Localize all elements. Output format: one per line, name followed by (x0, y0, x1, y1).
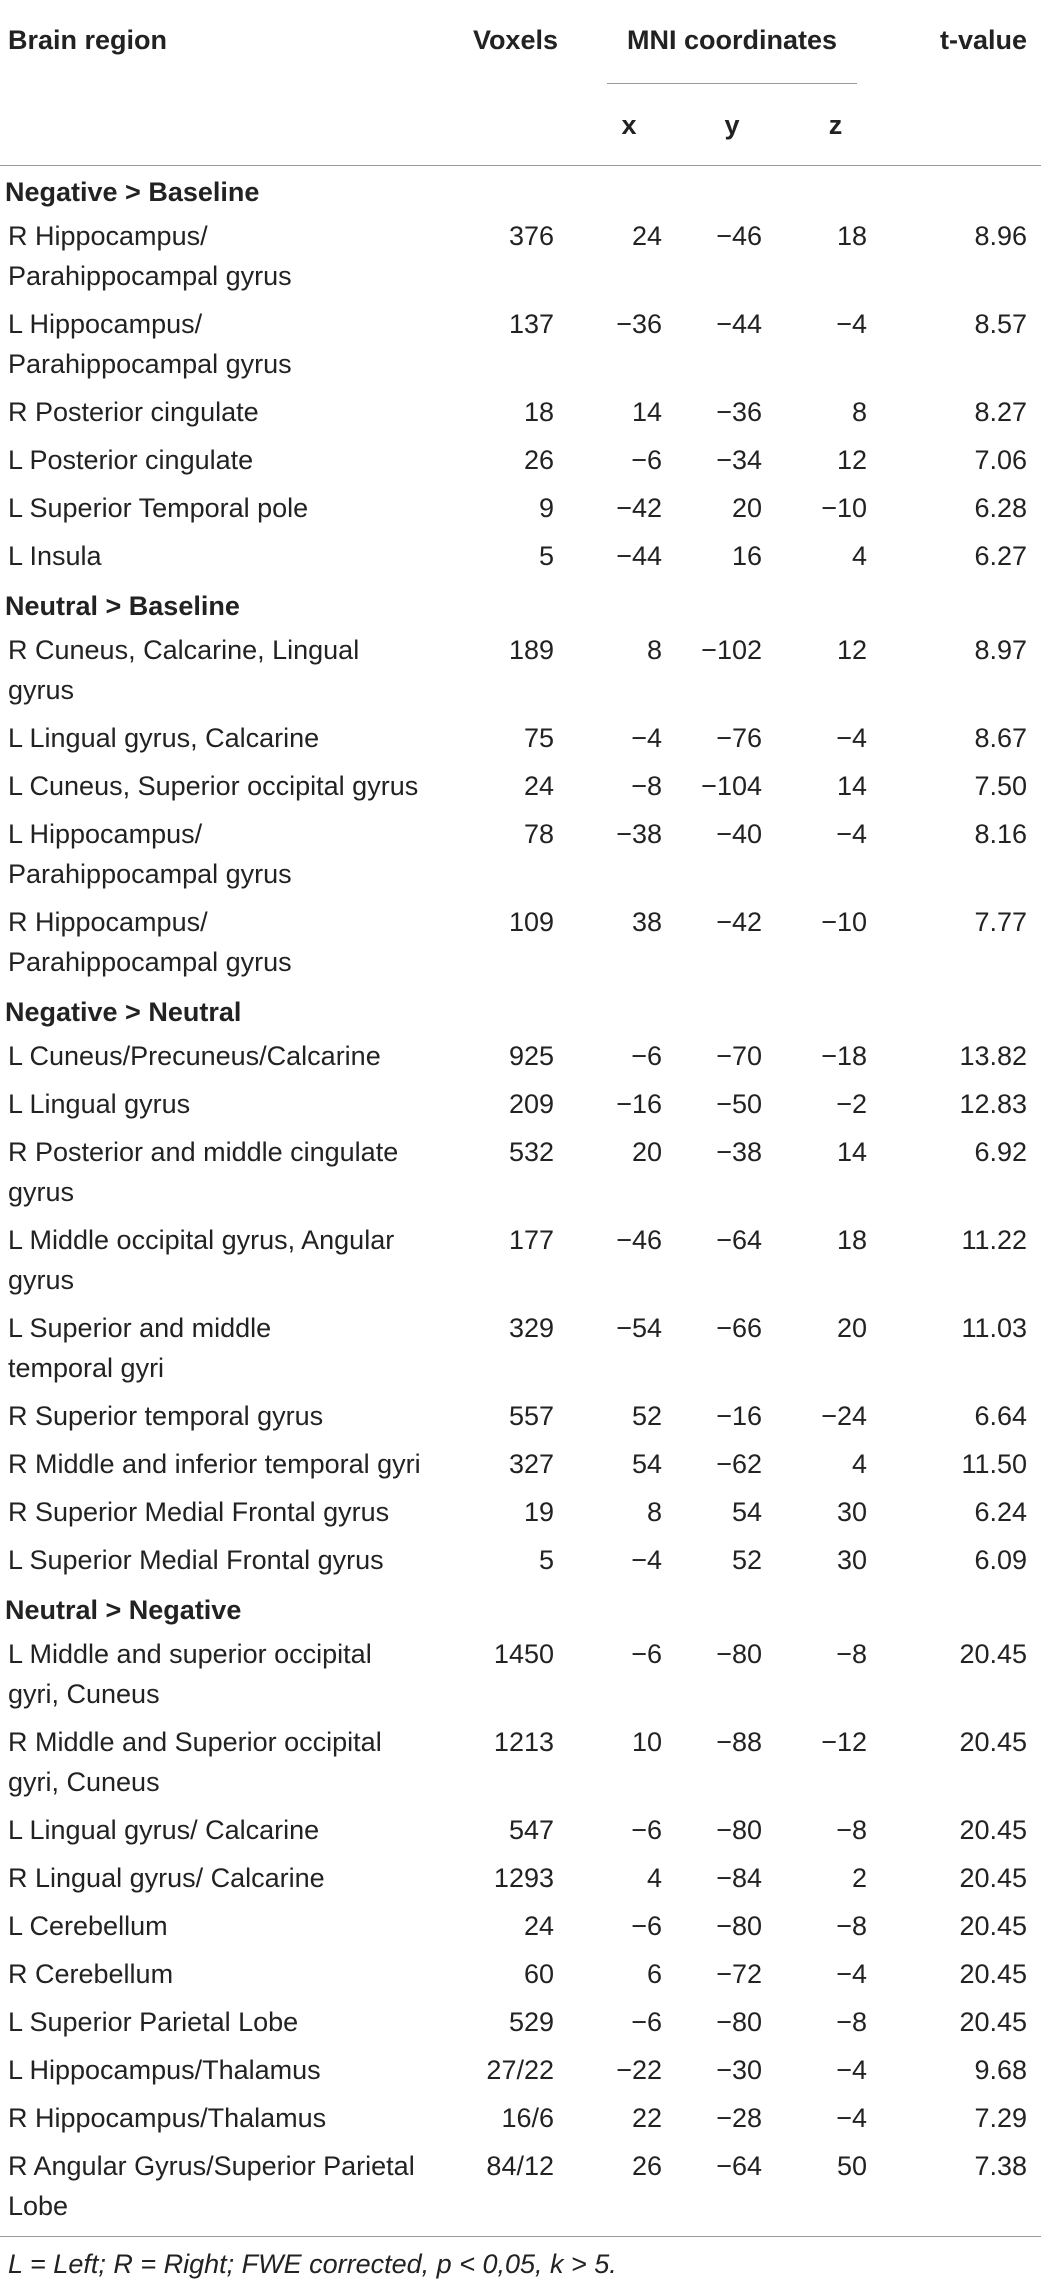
cell-t-value: 8.67 (974, 723, 1028, 753)
cell-brain-region: R Hippocampus/ Parahippocampal gyrus (8, 907, 292, 977)
cell-z: −4 (836, 1959, 868, 1989)
header-x: x (578, 85, 680, 166)
header-y: y (680, 85, 784, 166)
cell-voxels: 109 (508, 907, 554, 937)
cell-x: 26 (578, 2142, 680, 2237)
header-mni-coordinates (578, 0, 887, 85)
cell-y: −84 (716, 1863, 762, 1893)
table-row (0, 714, 1041, 762)
cell-t-value: 20.45 (959, 2007, 1028, 2037)
cell-t-value: 8.16 (974, 819, 1028, 849)
section-row (0, 166, 1041, 213)
table-row (0, 1032, 1041, 1080)
table-row (0, 1806, 1041, 1854)
cell-brain-region: L Cuneus/Precuneus/Calcarine (8, 1041, 381, 1071)
cell-voxels: 209 (508, 1089, 554, 1119)
table-row (0, 1718, 1041, 1806)
cell-t-value: 6.24 (974, 1497, 1028, 1527)
header-voxels: Voxels (472, 25, 558, 55)
cell-z: 30 (836, 1497, 868, 1527)
cell-z: −24 (821, 1401, 868, 1431)
cell-t-value: 20.45 (959, 1815, 1028, 1845)
cell-x: −6 (631, 1041, 662, 1071)
cell-brain-region: L Hippocampus/ Parahippocampal gyrus (8, 819, 292, 889)
cell-voxels: 1213 (493, 1727, 554, 1757)
cell-x: −6 (631, 1815, 662, 1845)
table-footnote: L = Left; R = Right; FWE corrected, p < 0,05, k > 5. (8, 2249, 617, 2279)
table-row (0, 1128, 1041, 1216)
header-brain-region: Brain region (8, 25, 168, 55)
cell-voxels: 18 (523, 397, 554, 427)
section-title: Neutral > Baseline (5, 591, 240, 621)
cell-z: 12 (836, 445, 868, 475)
cell-voxels: 26 (523, 445, 554, 475)
cell-t-value: 6.27 (974, 541, 1028, 571)
cell-z: 18 (836, 221, 868, 251)
table-row (0, 1440, 1041, 1488)
cell-y: −80 (716, 2007, 762, 2037)
cell-brain-region: L Superior Temporal pole (8, 493, 309, 523)
cell-z: 30 (836, 1545, 868, 1575)
cell-y: −64 (716, 1225, 762, 1255)
table-row (0, 2046, 1041, 2094)
cell-voxels: 1293 (493, 1863, 554, 1893)
cell-voxels: 532 (508, 1137, 554, 1167)
cell-y: −80 (716, 1815, 762, 1845)
cell-brain-region: R Lingual gyrus/ Calcarine (8, 1863, 325, 1893)
cell-z: 2 (851, 1863, 868, 1893)
cell-t-value: 12.83 (959, 1089, 1028, 1119)
cell-x: 14 (631, 397, 662, 427)
cell-x: −6 (631, 1639, 662, 1669)
cell-brain-region: R Hippocampus/Thalamus (8, 2103, 327, 2133)
cell-brain-region: L Hippocampus/Thalamus (8, 2055, 321, 2085)
cell-x: −4 (631, 723, 662, 753)
cell-x: −8 (631, 771, 662, 801)
cell-y: −88 (716, 1727, 762, 1757)
cell-brain-region: R Angular Gyrus/Superior Parietal Lobe (0, 2142, 458, 2237)
cell-y: −76 (716, 723, 762, 753)
cell-voxels: 376 (508, 221, 554, 251)
cell-z: −4 (836, 2055, 868, 2085)
cell-y: −104 (701, 771, 762, 801)
cell-t-value: 7.38 (887, 2142, 1041, 2237)
table-row (0, 626, 1041, 714)
cell-t-value: 6.09 (974, 1545, 1028, 1575)
cell-y: 20 (731, 493, 762, 523)
table-row (0, 2094, 1041, 2142)
cell-brain-region: R Superior temporal gyrus (8, 1401, 324, 1431)
cell-x: 8 (646, 1497, 662, 1527)
cell-voxels: 529 (508, 2007, 554, 2037)
cell-brain-region: L Posterior cingulate (8, 445, 254, 475)
subheader-empty (458, 85, 578, 166)
cell-x: −16 (616, 1089, 662, 1119)
cell-voxels: 177 (508, 1225, 554, 1255)
subheader-empty (887, 85, 1041, 166)
cell-voxels: 16/6 (501, 2103, 554, 2133)
cell-x: 38 (631, 907, 662, 937)
table-row (0, 1998, 1041, 2046)
cell-x: −36 (616, 309, 662, 339)
table-row (0, 212, 1041, 300)
cell-voxels: 137 (508, 309, 554, 339)
cell-voxels: 19 (523, 1497, 554, 1527)
table-row (0, 300, 1041, 388)
cell-t-value: 20.45 (959, 1911, 1028, 1941)
section-row (0, 986, 1041, 1032)
table-row (0, 1902, 1041, 1950)
cell-y: 16 (731, 541, 762, 571)
table-row (0, 762, 1041, 810)
cell-z: 4 (851, 541, 868, 571)
cell-x: −6 (631, 1911, 662, 1941)
cell-voxels: 189 (508, 635, 554, 665)
cell-z: −12 (821, 1727, 868, 1757)
cell-voxels: 329 (508, 1313, 554, 1343)
cell-brain-region: R Superior Medial Frontal gyrus (8, 1497, 390, 1527)
section-title: Negative > Baseline (5, 177, 260, 207)
cell-brain-region: L Insula (8, 541, 102, 571)
cell-z: 4 (851, 1449, 868, 1479)
cell-x: −46 (616, 1225, 662, 1255)
cell-voxels: 5 (538, 1545, 554, 1575)
cell-t-value: 9.68 (974, 2055, 1028, 2085)
cell-brain-region: L Cuneus, Superior occipital gyrus (8, 771, 419, 801)
cell-voxels: 327 (508, 1449, 554, 1479)
cell-x: −6 (631, 445, 662, 475)
cell-x: −54 (616, 1313, 662, 1343)
cell-z: −4 (836, 309, 868, 339)
cell-z: 8 (851, 397, 868, 427)
subheader-empty (0, 85, 458, 166)
cell-y: −72 (716, 1959, 762, 1989)
cell-t-value: 20.45 (959, 1959, 1028, 1989)
table-body (0, 166, 1041, 2237)
header-mni-label: MNI coordinates (607, 23, 857, 84)
cell-z: −8 (836, 2007, 868, 2037)
cell-brain-region: R Cuneus, Calcarine, Lingual gyrus (8, 635, 360, 705)
cell-t-value: 8.27 (974, 397, 1028, 427)
table-row (0, 810, 1041, 898)
cell-t-value: 7.50 (974, 771, 1028, 801)
cell-voxels: 75 (523, 723, 554, 753)
cell-x: −4 (631, 1545, 662, 1575)
cell-y: −70 (716, 1041, 762, 1071)
cell-y: −66 (716, 1313, 762, 1343)
cell-z: −4 (836, 2103, 868, 2133)
cell-t-value: 7.06 (974, 445, 1028, 475)
table-row (0, 1536, 1041, 1584)
cell-t-value: 20.45 (959, 1727, 1028, 1757)
cell-y: −28 (716, 2103, 762, 2133)
cell-x: −22 (616, 2055, 662, 2085)
cell-brain-region: R Cerebellum (8, 1959, 174, 1989)
cell-voxels: 78 (523, 819, 554, 849)
cell-t-value: 11.22 (961, 1225, 1028, 1255)
cell-x: 22 (631, 2103, 662, 2133)
cell-t-value: 11.50 (961, 1449, 1028, 1479)
cell-x: −42 (616, 493, 662, 523)
cell-voxels: 27/22 (486, 2055, 554, 2085)
cell-y: −38 (716, 1137, 762, 1167)
cell-y: −44 (716, 309, 762, 339)
cell-z: −2 (836, 1089, 868, 1119)
cell-brain-region: R Hippocampus/ Parahippocampal gyrus (8, 221, 292, 291)
table-row (0, 1392, 1041, 1440)
cell-brain-region: R Middle and inferior temporal gyri (8, 1449, 421, 1479)
cell-z: −8 (836, 1815, 868, 1845)
cell-t-value: 6.92 (974, 1137, 1028, 1167)
cell-z: −4 (836, 723, 868, 753)
cell-brain-region: L Hippocampus/ Parahippocampal gyrus (8, 309, 292, 379)
header-row (0, 0, 1041, 85)
cell-z: −4 (836, 819, 868, 849)
cell-x: −6 (631, 2007, 662, 2037)
cell-x: 20 (631, 1137, 662, 1167)
cell-brain-region: R Posterior cingulate (8, 397, 259, 427)
table-row (0, 2142, 1041, 2237)
cell-z: −10 (821, 493, 868, 523)
cell-y: −46 (716, 221, 762, 251)
table-row (0, 898, 1041, 986)
header-t-value: t-value (939, 25, 1028, 55)
cell-z: 14 (836, 771, 868, 801)
table-row (0, 1630, 1041, 1718)
cell-y: −62 (716, 1449, 762, 1479)
cell-x: 6 (646, 1959, 662, 1989)
cell-brain-region: L Middle and superior occipital gyri, Cuneus (8, 1639, 372, 1709)
cell-voxels: 24 (523, 771, 554, 801)
cell-x: −44 (616, 541, 662, 571)
cell-x: 24 (631, 221, 662, 251)
cell-z: 18 (836, 1225, 868, 1255)
cell-t-value: 7.29 (974, 2103, 1028, 2133)
section-title: Neutral > Negative (5, 1595, 242, 1625)
cell-brain-region: L Middle occipital gyrus, Angular gyrus (8, 1225, 395, 1295)
cell-x: 52 (631, 1401, 662, 1431)
cell-t-value: 6.64 (974, 1401, 1028, 1431)
cell-voxels: 9 (538, 493, 554, 523)
cell-y: −16 (716, 1401, 762, 1431)
cell-z: −18 (821, 1041, 868, 1071)
cell-z: 12 (836, 635, 868, 665)
cell-voxels: 24 (523, 1911, 554, 1941)
cell-t-value: 7.77 (974, 907, 1028, 937)
cell-z: −10 (821, 907, 868, 937)
cell-brain-region: L Lingual gyrus, Calcarine (8, 723, 320, 753)
cell-y: −80 (716, 1911, 762, 1941)
section-row (0, 580, 1041, 626)
cell-brain-region: L Superior Parietal Lobe (8, 2007, 299, 2037)
table-row (0, 484, 1041, 532)
cell-y: −102 (701, 635, 762, 665)
table-row (0, 1304, 1041, 1392)
cell-z: −8 (836, 1639, 868, 1669)
cell-t-value: 8.97 (974, 635, 1028, 665)
cell-z: 20 (836, 1313, 868, 1343)
cell-y: −50 (716, 1089, 762, 1119)
cell-brain-region: R Middle and Superior occipital gyri, Cuneus (8, 1727, 382, 1797)
cell-y: 54 (731, 1497, 762, 1527)
table-row (0, 1216, 1041, 1304)
cell-voxels: 925 (508, 1041, 554, 1071)
cell-voxels: 557 (508, 1401, 554, 1431)
cell-y: −80 (716, 1639, 762, 1669)
cell-brain-region: L Superior and middle temporal gyri (8, 1313, 272, 1383)
cell-brain-region: R Posterior and middle cingulate gyrus (8, 1137, 399, 1207)
cell-z: 50 (784, 2142, 887, 2237)
cell-t-value: 13.82 (959, 1041, 1028, 1071)
cell-y: −64 (680, 2142, 784, 2237)
header-z: z (784, 85, 887, 166)
cell-t-value: 8.57 (974, 309, 1028, 339)
cell-brain-region: L Cerebellum (8, 1911, 168, 1941)
cell-brain-region: L Lingual gyrus (8, 1089, 191, 1119)
section-row (0, 1584, 1041, 1630)
table-row (0, 532, 1041, 580)
cell-x: 54 (631, 1449, 662, 1479)
cell-t-value: 11.03 (961, 1313, 1028, 1343)
section-title: Negative > Neutral (5, 997, 242, 1027)
cell-y: −36 (716, 397, 762, 427)
cell-x: 10 (631, 1727, 662, 1757)
table-row (0, 1488, 1041, 1536)
cell-t-value: 20.45 (959, 1863, 1028, 1893)
cell-y: −34 (716, 445, 762, 475)
cell-voxels: 84/12 (458, 2142, 578, 2237)
cell-y: 52 (731, 1545, 762, 1575)
cell-x: 8 (646, 635, 662, 665)
cell-y: −30 (716, 2055, 762, 2085)
table-row (0, 436, 1041, 484)
cell-voxels: 5 (538, 541, 554, 571)
cell-t-value: 6.28 (974, 493, 1028, 523)
cell-z: 14 (836, 1137, 868, 1167)
subheader-row (0, 85, 1041, 166)
cell-voxels: 60 (523, 1959, 554, 1989)
table-row (0, 1080, 1041, 1128)
table-row (0, 1854, 1041, 1902)
cell-x: −38 (616, 819, 662, 849)
cell-z: −8 (836, 1911, 868, 1941)
cell-brain-region: L Superior Medial Frontal gyrus (8, 1545, 384, 1575)
cell-y: −40 (716, 819, 762, 849)
table-row (0, 1950, 1041, 1998)
cell-voxels: 1450 (493, 1639, 554, 1669)
table-row (0, 388, 1041, 436)
cell-y: −42 (716, 907, 762, 937)
cell-t-value: 8.96 (974, 221, 1028, 251)
cell-brain-region: L Lingual gyrus/ Calcarine (8, 1815, 320, 1845)
cell-voxels: 547 (508, 1815, 554, 1845)
cell-x: 4 (646, 1863, 662, 1893)
cell-t-value: 20.45 (959, 1639, 1028, 1669)
